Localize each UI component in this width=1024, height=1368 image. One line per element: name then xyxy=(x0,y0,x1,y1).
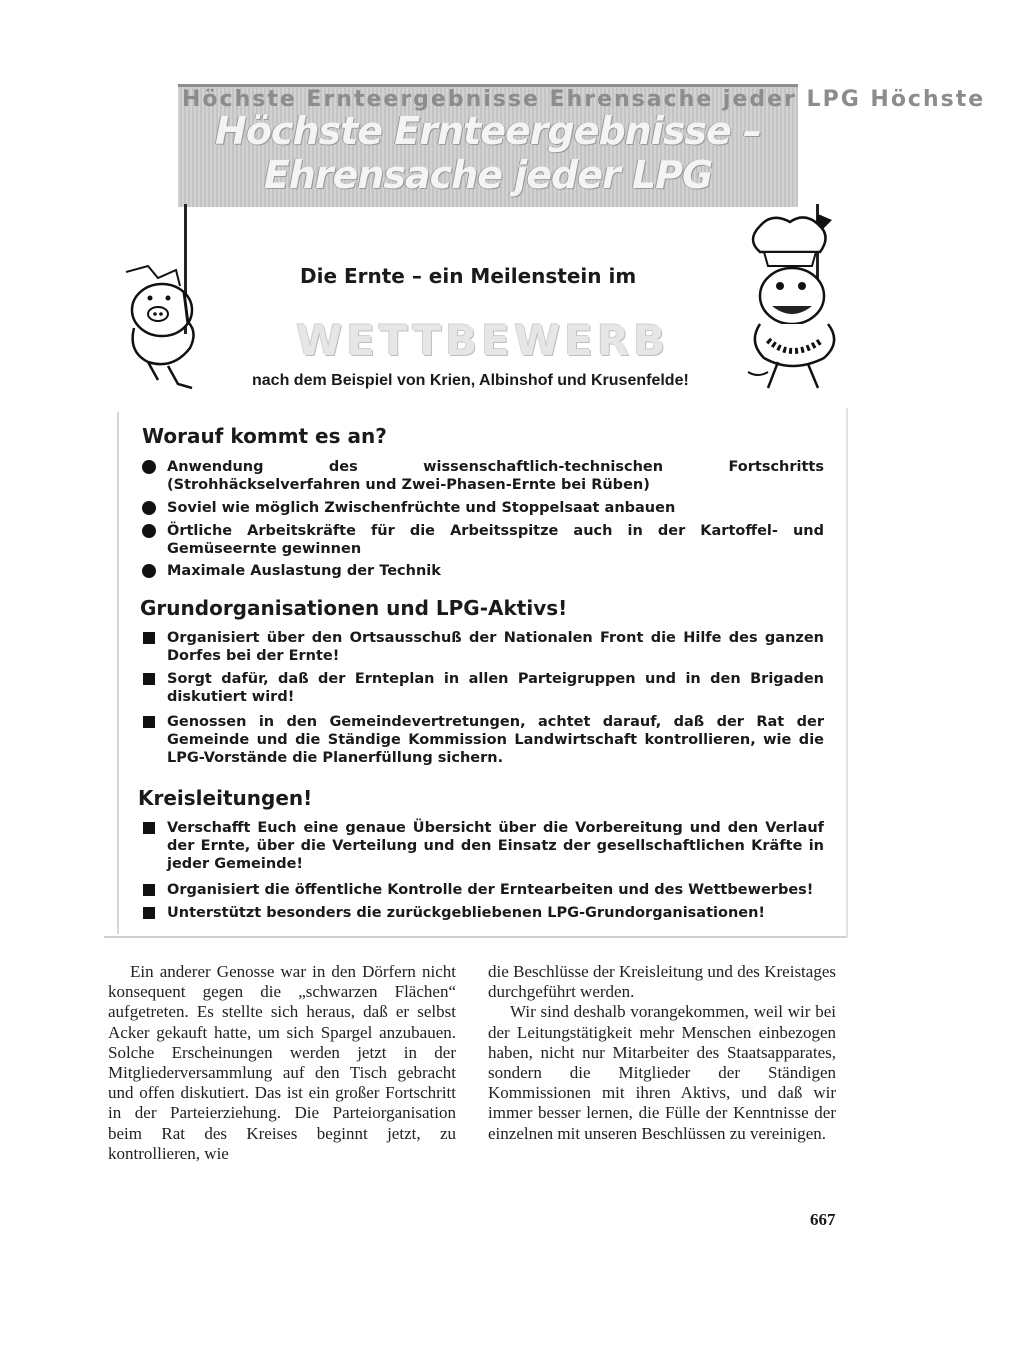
bullet-square-icon xyxy=(143,673,155,685)
bullet-dot-icon xyxy=(142,564,156,578)
list-item: Maximale Auslastung der Technik xyxy=(142,562,824,580)
bullet-dot-icon xyxy=(142,524,156,538)
body-paragraph: Wir sind deshalb vorangekommen, weil wir bei der Leitungstätigkeit mehr Menschen einbezogen haben, nicht nur Mitarbeiter des Staatsapparates, sondern die Mitglieder der Ständigen Kommissionen mit ihren Aktivs, und daß wir immer besser lernen, die Fülle der Kenntnisse der einzelnen mit unseren Beschlüssen zu vereinigen. xyxy=(488,1002,836,1143)
section-heading-grundorganisationen: Grundorganisationen und LPG-Aktivs! xyxy=(140,596,568,620)
list-item: Soviel wie möglich Zwischenfrüchte und Stoppelsaat anbauen xyxy=(142,499,824,517)
subheadline: nach dem Beispiel von Krien, Albinshof und Krusenfelde! xyxy=(252,372,689,389)
box-border-bottom xyxy=(104,936,846,938)
bullet-dot-icon xyxy=(142,460,156,474)
list-item: Organisiert über den Ortsausschuß der Nationalen Front die Hilfe des ganzen Dorfes bei der Ernte! xyxy=(142,629,824,665)
banner-line-1: Höchste Ernteergebnisse – xyxy=(215,109,761,153)
body-column-left xyxy=(108,962,456,1164)
body-paragraph: die Beschlüsse der Kreisleitung und des Kreistages durchgeführt werden. xyxy=(488,962,836,1002)
headline: Die Ernte – ein Meilenstein im xyxy=(300,264,637,288)
box-border-left xyxy=(117,412,119,934)
list-item: Anwendung des wissenschaftlich-technischen Fortschritts (Strohhäckselverfahren und Zwei-Phasen-Ernte bei Rüben) xyxy=(142,458,824,494)
list-item: Sorgt dafür, daß der Ernteplan in allen Parteigruppen und in den Brigaden diskutiert wird! xyxy=(142,670,824,706)
section-heading-worauf: Worauf kommt es an? xyxy=(142,424,387,448)
body-column-right xyxy=(488,962,836,1144)
bullet-square-icon xyxy=(143,907,155,919)
slogan-banner xyxy=(178,84,986,207)
box-border-right xyxy=(846,408,848,938)
list-item: Organisiert die öffentliche Kontrolle der Erntearbeiten und des Wettbewerbes! xyxy=(142,881,824,899)
list-item: Unterstützt besonders die zurückgebliebenen LPG-Grundorganisationen! xyxy=(142,904,824,922)
list-item: Verschafft Euch eine genaue Übersicht über die Vorbereitung und den Verlauf der Ernte, über die Verteilung und den Einsatz der gesellschaftlichen Kräfte in jeder Gemeinde! xyxy=(142,819,824,873)
bullet-square-icon xyxy=(143,716,155,728)
chef-mascot-illustration xyxy=(738,212,858,400)
bullet-dot-icon xyxy=(142,501,156,515)
headline-wettbewerb: WETTBEWERB xyxy=(296,316,670,365)
body-paragraph: Ein anderer Genosse war in den Dörfern nicht konsequent gegen die „schwarzen Flächen“ aufgetreten. Es stellte sich heraus, daß er selbst Acker gekauft hatte, um sich Spargel anzubauen. Solche Erscheinungen werden jetzt in der Mitgliederversammlung auf den Tisch gebracht und offen diskutiert. Das ist ein großer Fortschritt in der Parteierziehung. Die Parteiorganisation beim Rat des Kreises beginnt jetzt, zu kontrollieren, wie xyxy=(108,962,456,1163)
bullet-square-icon xyxy=(143,884,155,896)
banner-background-text: Höchste Ernteergebnisse Ehrensache jeder LPG Höchste xyxy=(182,87,986,112)
pig-mascot-illustration xyxy=(118,252,228,392)
page-number: 667 xyxy=(810,1210,836,1229)
section-heading-kreisleitungen: Kreisleitungen! xyxy=(138,786,313,810)
bullet-square-icon xyxy=(143,632,155,644)
list-item: Genossen in den Gemeindevertretungen, achtet darauf, daß der Rat der Gemeinde und die Ständige Kommission Landwirtschaft kontrollieren, wie die LPG-Vorstände die Planerfüllung sichern. xyxy=(142,713,824,767)
bullet-square-icon xyxy=(143,822,155,834)
banner-line-2: Ehrensache jeder LPG xyxy=(263,153,713,197)
list-item: Örtliche Arbeitskräfte für die Arbeitsspitze auch in der Kartoffel- und Gemüseernte gewinnen xyxy=(142,522,824,558)
